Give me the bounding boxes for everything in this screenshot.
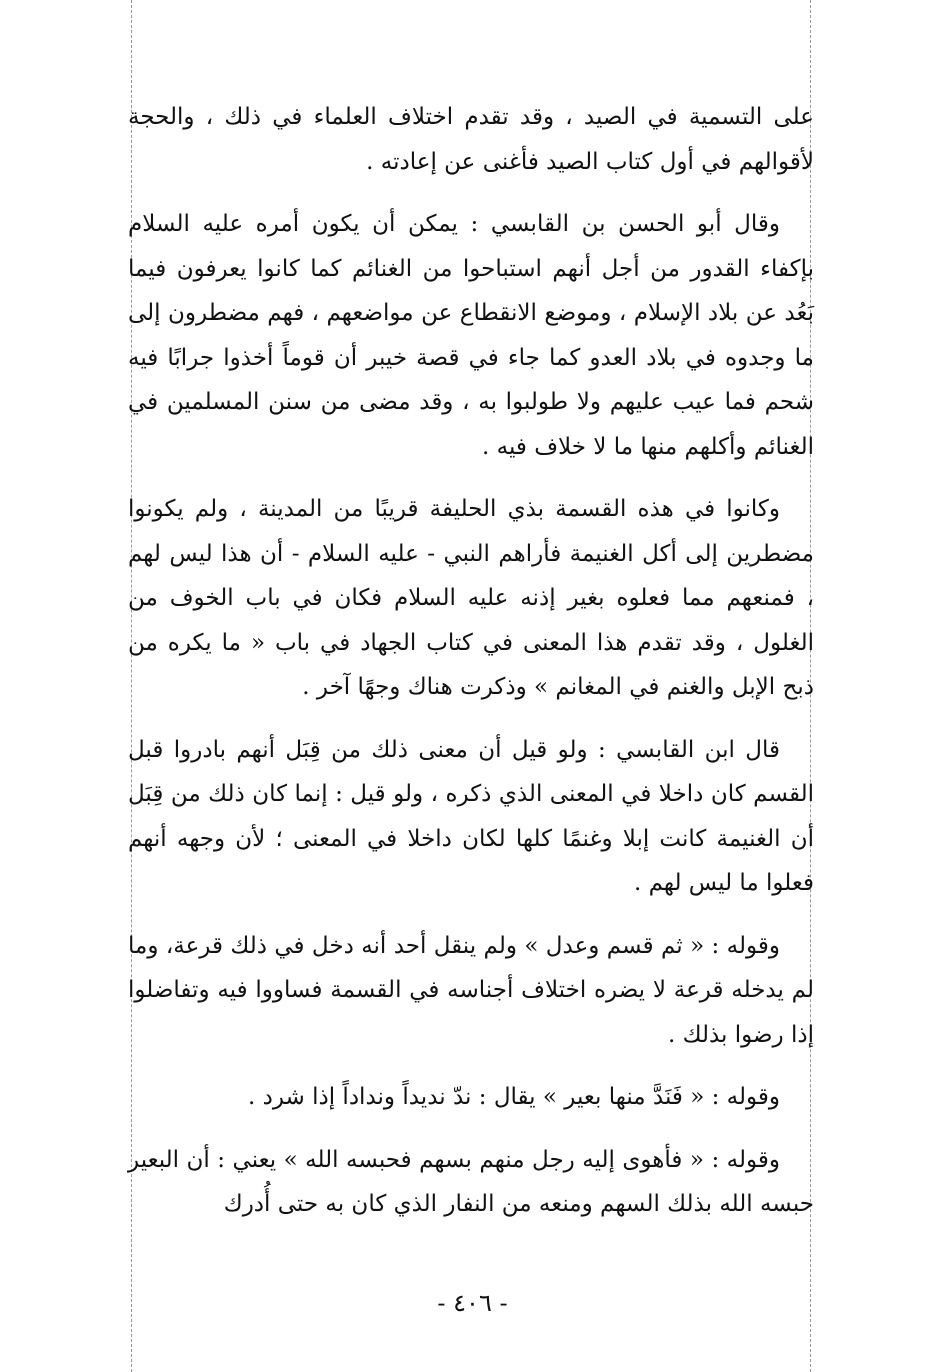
paragraph-2: وقال أبو الحسن بن القابسي : يمكن أن يكون أمره عليه السلام بإكفاء القدور من أجل أنهم استباحوا من الغنائم كما كانوا يعرفون فيما بَعُد عن بلاد الإسلام ، وموضع الانقطاع عن مواضعهم ، فهم مضطرون إلى ما وجدوه في بلاد العدو كما جاء في قصة خيبر أن قوماً أخذوا جرابًا فيه شحم فما عيب عليهم ولا طولبوا به ، وقد مضى من سنن المسلمين في الغنائم وأكلهم منها ما لا خلاف فيه . [128,211,814,460]
paragraph-3: وكانوا في هذه القسمة بذي الحليفة قريبًا من المدينة ، ولم يكونوا مضطرين إلى أكل الغنيمة فأراهم النبي - عليه السلام - أن هذا ليس لهم ، فمنعهم مما فعلوه بغير إذنه عليه السلام فكان في باب الخوف من الغلول ، وقد تقدم هذا المعنى في كتاب الجهاد في باب « ما يكره من ذبح الإبل والغنم في المغانم » وذكرت هناك وجهًا آخر . [128,496,814,700]
paragraph-7: وقوله : « فأهوى إليه رجل منهم بسهم فحبسه الله » يعني : أن البعير حبسه الله بذلك السهم ومنعه من النفار الذي كان به حتى أُدرك [128,1146,814,1217]
paragraph-4: قال ابن القابسي : ولو قيل أن معنى ذلك من قِبَل أنهم بادروا قبل القسم كان داخلا في المعنى الذي ذكره ، ولو قيل : إنما كان ذلك من قِبَل أن الغنيمة كانت إبلا وغنمًا كلها لكان داخلا في المعنى ؛ لأن وجهه أنهم فعلوا ما ليس لهم . [128,736,814,896]
page-body [128,95,814,1245]
paragraph-6: وقوله : « فَنَدَّ منها بعير » يقال : ندّ نديداً ونداداً إذا شرد . [247,1084,780,1110]
page-number: - ٤٠٦ - [437,1289,508,1317]
paragraph-5: وقوله : « ثم قسم وعدل » ولم ينقل أحد أنه دخل في ذلك قرعة، وما لم يدخله قرعة لا يضره اختلاف أجناسه في القسمة فساووا فيه وتفاضلوا إذا رضوا بذلك . [128,932,814,1048]
paragraph-1: على التسمية في الصيد ، وقد تقدم اختلاف العلماء في ذلك ، والحجة لأقوالهم في أول كتاب الصيد فأغنى عن إعادته . [128,104,814,175]
